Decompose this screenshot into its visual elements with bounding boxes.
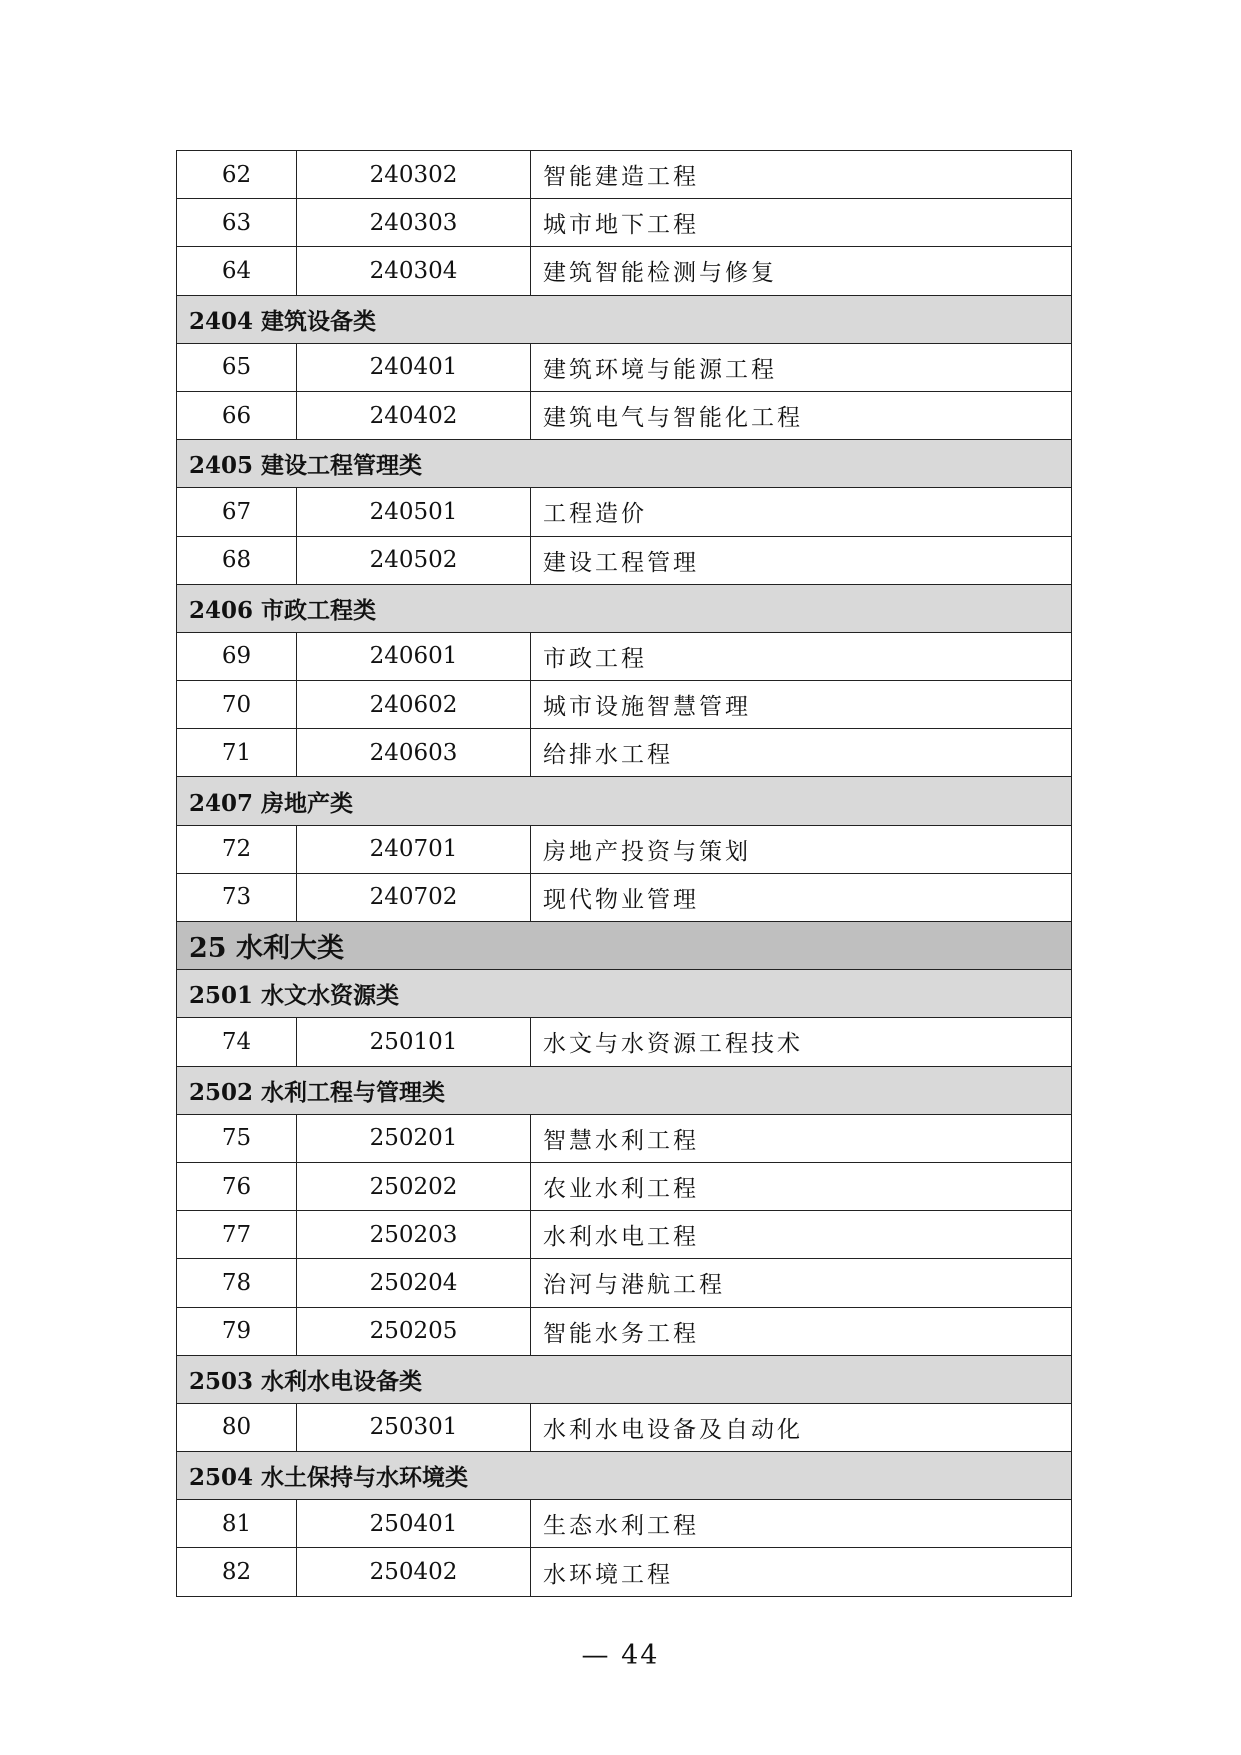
program-code: 240501	[297, 488, 531, 535]
table-row	[177, 729, 1071, 777]
program-code: 250202	[297, 1163, 531, 1210]
row-number: 72	[177, 826, 297, 873]
row-number: 80	[177, 1404, 297, 1451]
table-row	[177, 151, 1071, 199]
category-row	[177, 1356, 1071, 1404]
program-name: 建设工程管理	[543, 549, 699, 576]
row-number: 78	[177, 1259, 297, 1306]
category-label: 2501 水文水资源类	[189, 982, 400, 1010]
table-row	[177, 1163, 1071, 1211]
table-row	[177, 1115, 1071, 1163]
page-number: — 44	[581, 1640, 660, 1671]
program-name: 生态水利工程	[543, 1513, 699, 1540]
table-row	[177, 1548, 1071, 1596]
table-row	[177, 247, 1071, 295]
major-category-row	[177, 922, 1071, 970]
program-code: 240701	[297, 826, 531, 873]
table-row	[177, 488, 1071, 536]
program-code: 250205	[297, 1308, 531, 1355]
category-row	[177, 970, 1071, 1018]
table-row	[177, 344, 1071, 392]
program-code: 250301	[297, 1404, 531, 1451]
program-code: 240601	[297, 633, 531, 680]
program-name: 房地产投资与策划	[543, 838, 751, 865]
row-number: 69	[177, 633, 297, 680]
program-name: 城市地下工程	[543, 212, 699, 239]
table-row	[177, 1211, 1071, 1259]
table-row	[177, 537, 1071, 585]
row-number: 81	[177, 1500, 297, 1547]
table-row	[177, 1500, 1071, 1548]
table-row	[177, 874, 1071, 922]
category-label: 2503 水利水电设备类	[189, 1367, 423, 1395]
row-number: 64	[177, 247, 297, 294]
table-row	[177, 1404, 1071, 1452]
table-row	[177, 1308, 1071, 1356]
category-label: 2504 水土保持与水环境类	[189, 1464, 469, 1492]
program-name: 建筑环境与能源工程	[543, 356, 777, 383]
program-code: 250101	[297, 1018, 531, 1065]
program-name: 水利水电工程	[543, 1224, 699, 1251]
table-row	[177, 392, 1071, 440]
program-name: 水利水电设备及自动化	[543, 1416, 803, 1443]
row-number: 67	[177, 488, 297, 535]
row-number: 73	[177, 874, 297, 921]
program-code: 250201	[297, 1115, 531, 1162]
program-name: 水文与水资源工程技术	[543, 1031, 803, 1058]
table-row	[177, 199, 1071, 247]
program-code: 240602	[297, 681, 531, 728]
program-name: 市政工程	[543, 645, 647, 672]
program-code: 240302	[297, 151, 531, 198]
program-name: 水环境工程	[543, 1561, 673, 1588]
program-name: 治河与港航工程	[543, 1272, 725, 1299]
category-row	[177, 585, 1071, 633]
row-number: 68	[177, 537, 297, 584]
table-row	[177, 826, 1071, 874]
category-label: 2405 建设工程管理类	[189, 452, 423, 480]
program-code: 240401	[297, 344, 531, 391]
category-row	[177, 440, 1071, 488]
program-code: 240304	[297, 247, 531, 294]
row-number: 70	[177, 681, 297, 728]
program-name: 智慧水利工程	[543, 1127, 699, 1154]
program-code: 240502	[297, 537, 531, 584]
row-number: 82	[177, 1548, 297, 1595]
row-number: 74	[177, 1018, 297, 1065]
row-number: 76	[177, 1163, 297, 1210]
category-row	[177, 777, 1071, 825]
category-label: 2407 房地产类	[189, 789, 354, 817]
row-number: 66	[177, 392, 297, 439]
program-code: 240402	[297, 392, 531, 439]
category-label: 2406 市政工程类	[189, 596, 377, 624]
program-code: 240303	[297, 199, 531, 246]
program-name: 城市设施智慧管理	[543, 694, 751, 721]
program-code: 250204	[297, 1259, 531, 1306]
row-number: 65	[177, 344, 297, 391]
row-number: 77	[177, 1211, 297, 1258]
category-row	[177, 1452, 1071, 1500]
row-number: 79	[177, 1308, 297, 1355]
program-name: 建筑智能检测与修复	[543, 260, 777, 287]
table-row	[177, 633, 1071, 681]
row-number: 63	[177, 199, 297, 246]
program-code: 250203	[297, 1211, 531, 1258]
program-code: 250401	[297, 1500, 531, 1547]
table-row	[177, 1018, 1071, 1066]
row-number: 75	[177, 1115, 297, 1162]
program-name: 现代物业管理	[543, 886, 699, 913]
category-label: 2404 建筑设备类	[189, 307, 377, 335]
row-number: 71	[177, 729, 297, 776]
program-name: 智能建造工程	[543, 164, 699, 191]
table-row	[177, 681, 1071, 729]
category-label: 25 水利大类	[189, 933, 344, 965]
category-label: 2502 水利工程与管理类	[189, 1078, 446, 1106]
program-name: 智能水务工程	[543, 1320, 699, 1347]
row-number: 62	[177, 151, 297, 198]
program-name: 给排水工程	[543, 742, 673, 769]
program-code: 240603	[297, 729, 531, 776]
table-row	[177, 1259, 1071, 1307]
program-code: 250402	[297, 1548, 531, 1595]
program-name: 工程造价	[543, 501, 647, 528]
program-table	[176, 150, 1072, 1597]
program-name: 建筑电气与智能化工程	[543, 405, 803, 432]
program-name: 农业水利工程	[543, 1176, 699, 1203]
program-code: 240702	[297, 874, 531, 921]
category-row	[177, 1067, 1071, 1115]
category-row	[177, 296, 1071, 344]
